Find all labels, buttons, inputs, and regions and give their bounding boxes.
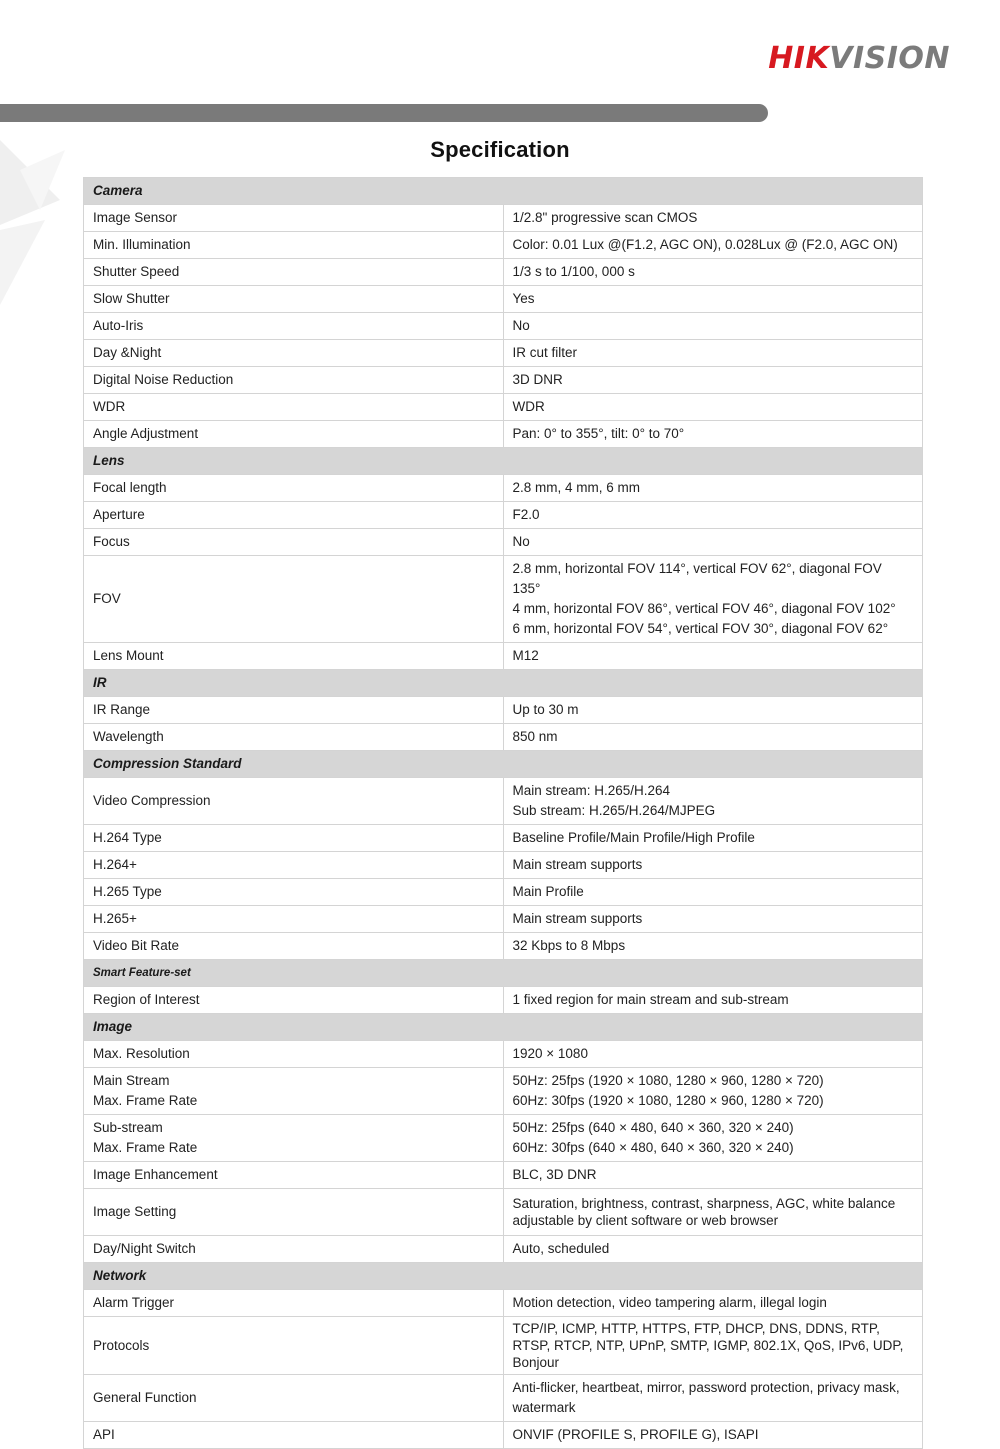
row-value: 1 fixed region for main stream and sub-stream (503, 987, 923, 1014)
header-bar (0, 104, 768, 122)
row-label: Video Bit Rate (84, 933, 504, 960)
table-row (84, 1068, 923, 1115)
table-row (84, 852, 923, 879)
row-label (84, 1068, 504, 1115)
table-row (84, 643, 923, 670)
row-value: IR cut filter (503, 340, 923, 367)
row-label: Day/Night Switch (84, 1236, 504, 1263)
row-value (503, 1068, 923, 1115)
row-value: Anti-flicker, heartbeat, mirror, password protection, privacy mask, watermark (503, 1375, 923, 1422)
value-line: 50Hz: 25fps (1920 × 1080, 1280 × 960, 1280 × 720) (512, 1073, 824, 1088)
table-row (84, 778, 923, 825)
table-row (84, 502, 923, 529)
row-label: Lens Mount (84, 643, 504, 670)
row-value: 1/2.8" progressive scan CMOS (503, 205, 923, 232)
section-smart (84, 960, 923, 987)
row-value: BLC, 3D DNR (503, 1162, 923, 1189)
row-label: H.265 Type (84, 879, 504, 906)
row-label: Aperture (84, 502, 504, 529)
table-row (84, 475, 923, 502)
table-row (84, 421, 923, 448)
row-label: Shutter Speed (84, 259, 504, 286)
table-row (84, 556, 923, 643)
row-value: Color: 0.01 Lux @(F1.2, AGC ON), 0.028Lux @ (F2.0, AGC ON) (503, 232, 923, 259)
hikvision-logo (768, 41, 950, 76)
value-line: 50Hz: 25fps (640 × 480, 640 × 360, 320 × 240) (512, 1120, 794, 1135)
section-title: Compression Standard (84, 751, 923, 778)
value-line: 2.8 mm, horizontal FOV 114°, vertical FOV 62°, diagonal FOV 135° (512, 561, 882, 596)
section-ir (84, 670, 923, 697)
section-title: Smart Feature-set (84, 960, 923, 987)
row-value (503, 778, 923, 825)
row-label: Slow Shutter (84, 286, 504, 313)
section-title: IR (84, 670, 923, 697)
section-network (84, 1263, 923, 1290)
table-row (84, 825, 923, 852)
row-value: Main Profile (503, 879, 923, 906)
table-row (84, 1189, 923, 1236)
row-value: ONVIF (PROFILE S, PROFILE G), ISAPI (503, 1422, 923, 1449)
row-value: TCP/IP, ICMP, HTTP, HTTPS, FTP, DHCP, DNS, DDNS, RTP, RTSP, RTCP, NTP, UPnP, SMTP, IGMP, 802.1X, QoS, IPv6, UDP, Bonjour (503, 1317, 923, 1375)
value-line: 60Hz: 30fps (640 × 480, 640 × 360, 320 × 240) (512, 1140, 794, 1155)
row-value: Auto, scheduled (503, 1236, 923, 1263)
row-value: 32 Kbps to 8 Mbps (503, 933, 923, 960)
row-value: Yes (503, 286, 923, 313)
row-label: IR Range (84, 697, 504, 724)
row-label (84, 1115, 504, 1162)
table-row (84, 232, 923, 259)
row-value: No (503, 529, 923, 556)
table-row (84, 1422, 923, 1449)
table-row (84, 529, 923, 556)
row-value: 850 nm (503, 724, 923, 751)
table-row (84, 987, 923, 1014)
table-row (84, 906, 923, 933)
page-title: Specification (430, 137, 570, 162)
label-line: Main Stream (93, 1073, 170, 1088)
table-row (84, 1290, 923, 1317)
table-row (84, 879, 923, 906)
row-value: Baseline Profile/Main Profile/High Profile (503, 825, 923, 852)
row-value (503, 556, 923, 643)
section-compression (84, 751, 923, 778)
table-row (84, 933, 923, 960)
row-label: Day &Night (84, 340, 504, 367)
table-row (84, 340, 923, 367)
row-label: H.264+ (84, 852, 504, 879)
row-label: Video Compression (84, 778, 504, 825)
label-line: Sub-stream (93, 1120, 163, 1135)
section-title: Lens (84, 448, 923, 475)
row-label: General Function (84, 1375, 504, 1422)
row-label: Angle Adjustment (84, 421, 504, 448)
table-row (84, 1236, 923, 1263)
row-value: M12 (503, 643, 923, 670)
row-value: Up to 30 m (503, 697, 923, 724)
section-title: Image (84, 1014, 923, 1041)
row-label: WDR (84, 394, 504, 421)
row-label: H.265+ (84, 906, 504, 933)
row-label: H.264 Type (84, 825, 504, 852)
table-row (84, 1317, 923, 1375)
table-row (84, 394, 923, 421)
table-row (84, 313, 923, 340)
row-label: Image Enhancement (84, 1162, 504, 1189)
row-label: Alarm Trigger (84, 1290, 504, 1317)
row-label: Digital Noise Reduction (84, 367, 504, 394)
spec-table (83, 177, 923, 1449)
table-row (84, 724, 923, 751)
logo-part-hik: HIK (768, 41, 830, 76)
row-value: 2.8 mm, 4 mm, 6 mm (503, 475, 923, 502)
value-line: Sub stream: H.265/H.264/MJPEG (512, 803, 716, 818)
section-lens (84, 448, 923, 475)
section-title: Network (84, 1263, 923, 1290)
logo-part-vision: VISION (829, 41, 950, 76)
row-label: Focal length (84, 475, 504, 502)
row-label: API (84, 1422, 504, 1449)
row-label: Wavelength (84, 724, 504, 751)
table-row (84, 1375, 923, 1422)
row-label: Protocols (84, 1317, 504, 1375)
row-label: FOV (84, 556, 504, 643)
row-label: Max. Resolution (84, 1041, 504, 1068)
table-row (84, 697, 923, 724)
table-row (84, 1162, 923, 1189)
row-label: Image Setting (84, 1189, 504, 1236)
row-value: 1920 × 1080 (503, 1041, 923, 1068)
row-label: Focus (84, 529, 504, 556)
table-row (84, 367, 923, 394)
section-image (84, 1014, 923, 1041)
value-line: 6 mm, horizontal FOV 54°, vertical FOV 30°, diagonal FOV 62° (512, 621, 889, 636)
row-value: WDR (503, 394, 923, 421)
value-line: 4 mm, horizontal FOV 86°, vertical FOV 46°, diagonal FOV 102° (512, 601, 896, 616)
row-value: 1/3 s to 1/100, 000 s (503, 259, 923, 286)
row-value: No (503, 313, 923, 340)
label-line: Max. Frame Rate (93, 1093, 198, 1108)
row-label: Auto-Iris (84, 313, 504, 340)
table-row (84, 205, 923, 232)
row-label: Min. Illumination (84, 232, 504, 259)
row-value: Main stream supports (503, 906, 923, 933)
row-label: Image Sensor (84, 205, 504, 232)
table-row (84, 259, 923, 286)
value-line: Main stream: H.265/H.264 (512, 783, 671, 798)
row-value: Saturation, brightness, contrast, sharpness, AGC, white balance adjustable by client software or web browser (503, 1189, 923, 1236)
section-camera (84, 178, 923, 205)
value-line: 60Hz: 30fps (1920 × 1080, 1280 × 960, 1280 × 720) (512, 1093, 824, 1108)
label-line: Max. Frame Rate (93, 1140, 198, 1155)
table-row (84, 1115, 923, 1162)
table-row (84, 286, 923, 313)
row-value: Motion detection, video tampering alarm, illegal login (503, 1290, 923, 1317)
row-value: Main stream supports (503, 852, 923, 879)
section-title: Camera (84, 178, 923, 205)
table-row (84, 1041, 923, 1068)
row-value: F2.0 (503, 502, 923, 529)
row-value: Pan: 0° to 355°, tilt: 0° to 70° (503, 421, 923, 448)
row-value: 3D DNR (503, 367, 923, 394)
row-label: Region of Interest (84, 987, 504, 1014)
row-value (503, 1115, 923, 1162)
